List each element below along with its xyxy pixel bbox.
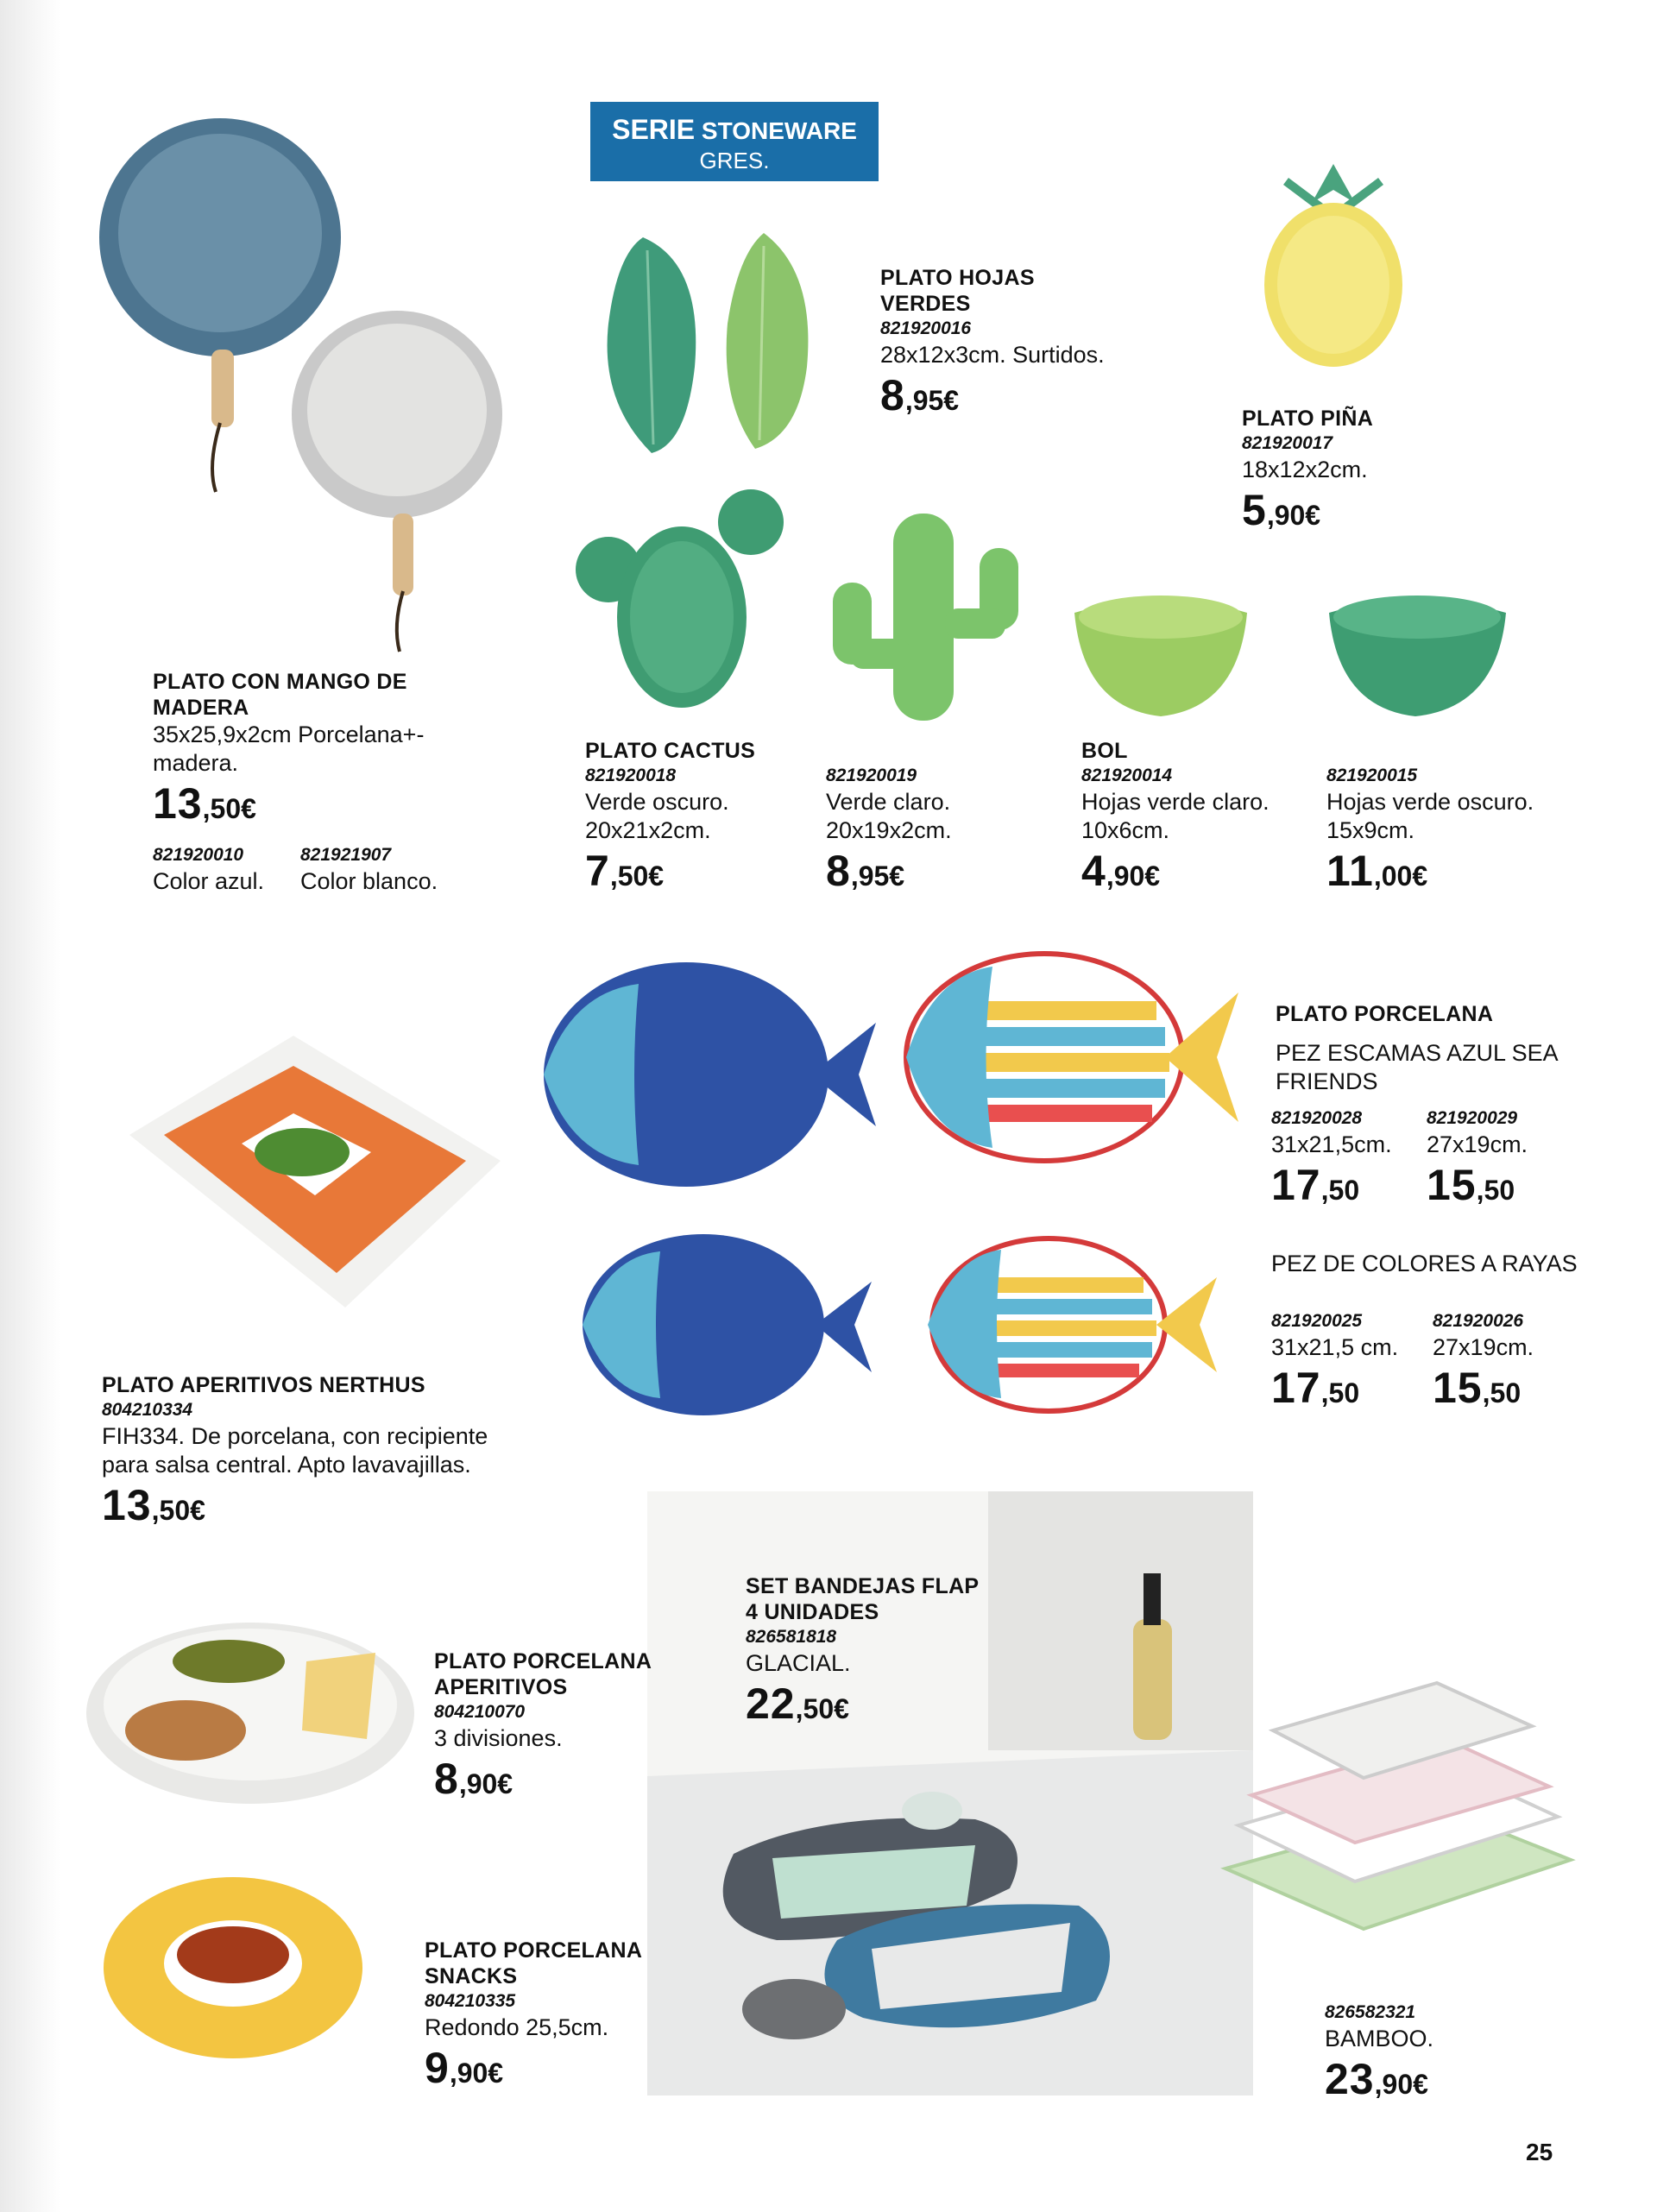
fish-plate-blue-large-image — [535, 949, 880, 1208]
product-plato-porcelana-pez — [1276, 1001, 1559, 1096]
product-plato-mango — [153, 669, 424, 835]
product-price: 11,00€ — [1326, 847, 1428, 895]
product-code: 821920028 — [1271, 1108, 1363, 1128]
variant-pez-rayas-27 — [1433, 1309, 1534, 1419]
product-price: 17,50 — [1271, 1161, 1360, 1209]
product-title: VERDES — [880, 292, 971, 316]
product-description: para salsa central. Apto lavavajillas. — [102, 1452, 471, 1478]
cactus-plate-dark-image — [574, 488, 790, 716]
pez-rayas-subtitle-block — [1271, 1250, 1578, 1278]
product-description: BAMBOO. — [1325, 2026, 1434, 2051]
product-title: MADERA — [153, 696, 249, 720]
product-description: Verde oscuro. — [585, 789, 729, 815]
product-code: 821920014 — [1081, 766, 1173, 785]
product-title: PLATO APERITIVOS NERTHUS — [102, 1373, 425, 1397]
product-description: GLACIAL. — [746, 1650, 851, 1676]
aperitivos-plate-image — [82, 1601, 419, 1817]
product-price: 9,90€ — [425, 2044, 504, 2092]
product-bol-claro — [1081, 738, 1270, 902]
product-plato-cactus-claro — [826, 764, 952, 902]
product-code: 821920029 — [1427, 1108, 1518, 1128]
leaf-plates-image — [600, 229, 824, 462]
fish-plate-striped-large-image — [898, 941, 1243, 1174]
product-title: SNACKS — [425, 1964, 518, 1988]
product-price: 23,90€ — [1325, 2055, 1428, 2103]
product-title: APERITIVOS — [434, 1675, 568, 1699]
product-title: SET BANDEJAS FLAP — [746, 1574, 980, 1598]
product-code: 821920010 — [153, 845, 244, 865]
product-description: 3 divisiones. — [434, 1725, 563, 1751]
product-description: 15x9cm. — [1326, 817, 1415, 843]
product-price: 5,90€ — [1242, 486, 1321, 534]
product-description: 28x12x3cm. Surtidos. — [880, 342, 1105, 368]
product-code: 804210334 — [102, 1400, 193, 1420]
product-description: 20x19x2cm. — [826, 817, 952, 843]
product-price: 22,50€ — [746, 1679, 849, 1728]
product-code: 821920019 — [826, 766, 917, 785]
badge-serie-text: SERIE — [612, 114, 696, 145]
product-plato-aperitivos-nerthus — [102, 1372, 488, 1536]
product-subtitle: PEZ ESCAMAS AZUL SEA — [1276, 1040, 1559, 1066]
product-code: 821920015 — [1326, 766, 1418, 785]
series-badge — [590, 102, 879, 181]
product-description: 27x19cm. — [1427, 1131, 1528, 1157]
product-price: 8,95€ — [826, 847, 905, 895]
product-description: Hojas verde oscuro. — [1326, 789, 1534, 815]
product-price: 8,95€ — [880, 371, 960, 419]
product-plato-porcelana-aperitivos — [434, 1648, 652, 1810]
product-description: Hojas verde claro. — [1081, 789, 1270, 815]
product-price: 13,50€ — [153, 779, 256, 828]
pineapple-plate-image — [1251, 155, 1415, 371]
product-code: 826582321 — [1325, 2002, 1416, 2022]
badge-gres-text: GRES. — [699, 148, 770, 173]
product-code: 821920018 — [585, 766, 677, 785]
product-plato-porcelana-snacks — [425, 1938, 642, 2099]
product-description: 27x19cm. — [1433, 1334, 1534, 1360]
product-code: 821920017 — [1242, 433, 1333, 453]
variant-color-blanco — [300, 843, 438, 896]
product-code: 826581818 — [746, 1627, 837, 1647]
product-description: FIH334. De porcelana, con recipiente — [102, 1423, 488, 1449]
product-title: PLATO CACTUS — [585, 739, 756, 763]
product-price: 13,50€ — [102, 1481, 205, 1529]
product-title: PLATO CON MANGO DE — [153, 670, 407, 694]
variant-pez-escamas-31 — [1271, 1106, 1392, 1216]
product-code: 821920025 — [1271, 1311, 1363, 1331]
product-code: 821920026 — [1433, 1311, 1524, 1331]
product-description: Color azul. — [153, 868, 265, 894]
snacks-plate-image — [95, 1869, 371, 2067]
product-plato-hojas — [880, 265, 1105, 426]
fish-plate-striped-small-image — [919, 1226, 1221, 1424]
product-title: BOL — [1081, 739, 1128, 763]
product-price: 7,50€ — [585, 847, 665, 895]
page-number: 25 — [1526, 2139, 1553, 2165]
product-code: 821921907 — [300, 845, 392, 865]
product-description: 31x21,5cm. — [1271, 1131, 1392, 1157]
product-description: madera. — [153, 750, 239, 776]
cactus-plate-light-image — [824, 509, 1036, 725]
product-title: PLATO PORCELANA — [1276, 1002, 1494, 1026]
product-description: 10x6cm. — [1081, 817, 1170, 843]
product-subtitle: PEZ DE COLORES A RAYAS — [1271, 1251, 1578, 1276]
product-title: 4 UNIDADES — [746, 1600, 879, 1624]
variant-color-azul — [153, 843, 264, 896]
page-gutter-shadow — [0, 0, 60, 2212]
product-bol-oscuro — [1326, 764, 1534, 902]
product-bandejas-bamboo — [1325, 2001, 1433, 2110]
bowl-dark-green-image — [1325, 587, 1510, 721]
pan-white-image — [289, 306, 505, 669]
product-price: 15,50 — [1433, 1364, 1522, 1412]
product-description: 31x21,5 cm. — [1271, 1334, 1399, 1360]
product-title: PLATO PORCELANA — [425, 1938, 643, 1963]
product-code: 821920016 — [880, 318, 972, 338]
product-description: Redondo 25,5cm. — [425, 2014, 609, 2040]
product-title: PLATO PORCELANA — [434, 1649, 652, 1673]
product-price: 17,50 — [1271, 1364, 1360, 1412]
product-code: 804210335 — [425, 1991, 516, 2011]
product-price: 4,90€ — [1081, 847, 1161, 895]
product-plato-cactus-oscuro — [585, 738, 755, 902]
variant-pez-rayas-31 — [1271, 1309, 1398, 1419]
product-title: PLATO PIÑA — [1242, 406, 1374, 431]
product-subtitle: FRIENDS — [1276, 1068, 1378, 1094]
product-price: 15,50 — [1427, 1161, 1515, 1209]
product-description: Color blanco. — [300, 868, 438, 894]
bowl-light-green-image — [1070, 587, 1256, 721]
bamboo-trays-image — [1217, 1635, 1579, 1946]
product-plato-pina — [1242, 406, 1373, 541]
product-set-bandejas-flap — [746, 1573, 979, 1735]
badge-stoneware-text: STONEWARE — [701, 117, 857, 144]
product-description: 18x12x2cm. — [1242, 457, 1368, 482]
variant-pez-escamas-27 — [1427, 1106, 1528, 1216]
product-price: 8,90€ — [434, 1755, 513, 1803]
nerthus-plate-image — [121, 1031, 509, 1316]
product-title: PLATO HOJAS — [880, 266, 1035, 290]
product-description: 35x25,9x2cm Porcelana+- — [153, 722, 425, 747]
product-code: 804210070 — [434, 1702, 526, 1722]
product-description: 20x21x2cm. — [585, 817, 711, 843]
product-description: Verde claro. — [826, 789, 951, 815]
fish-plate-blue-small-image — [574, 1226, 876, 1424]
